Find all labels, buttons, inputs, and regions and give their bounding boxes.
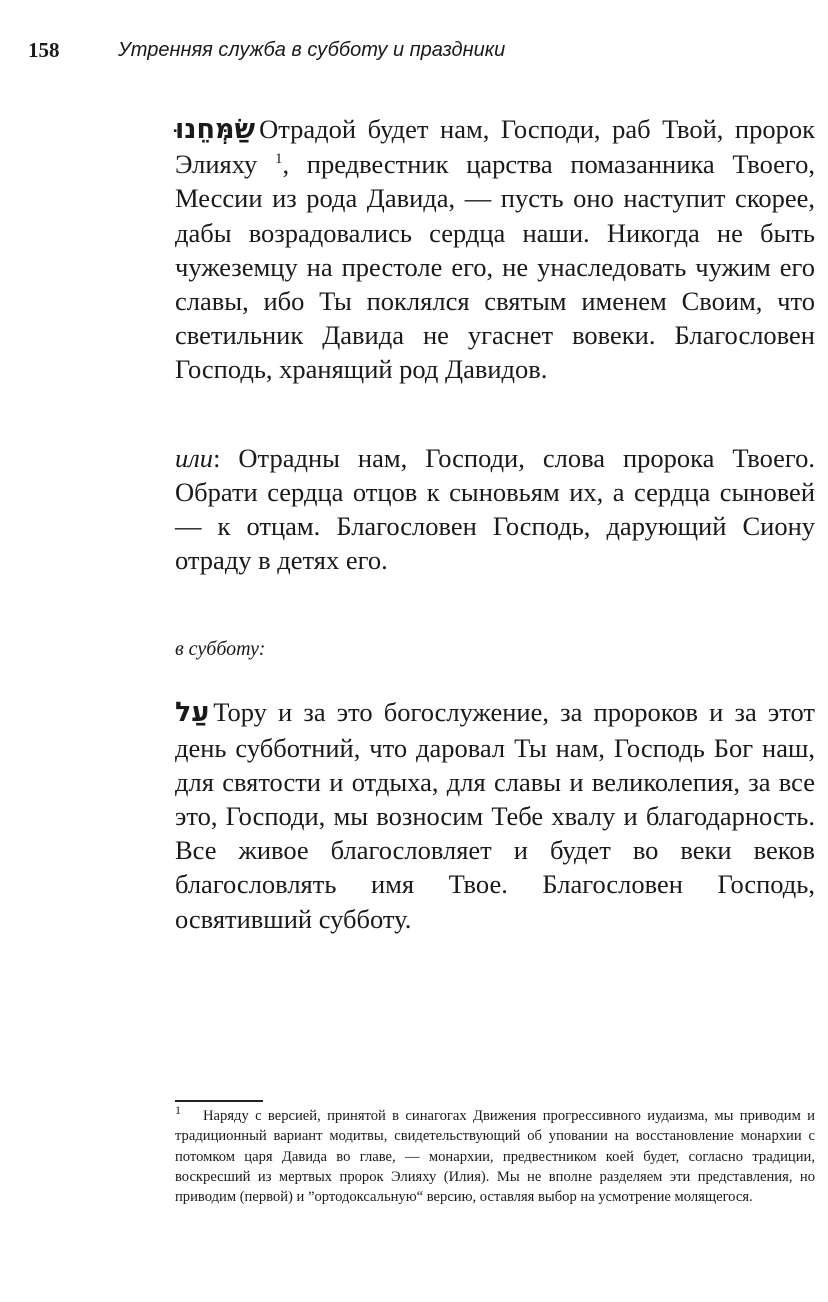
page-number: 158 bbox=[28, 38, 60, 62]
paragraph-text: Отрадой будет нам, Господи, раб Твой, пророк Элияху bbox=[175, 114, 815, 180]
footnote-reference[interactable]: 1 bbox=[274, 151, 283, 168]
page-header bbox=[28, 38, 808, 68]
footnote-divider bbox=[175, 1100, 263, 1102]
hebrew-initial-word: שַׂמְּחֵנוּ bbox=[175, 114, 256, 145]
hebrew-initial-word: עַל bbox=[175, 697, 210, 729]
section-label: в субботу: bbox=[175, 638, 266, 661]
paragraph-samchenu bbox=[175, 112, 815, 387]
paragraph-text-continued: , предвестник царства помазанника Твоего, Мессии из рода Давида, — пусть оно наступит скорее, дабы возрадовались сердца наши. Никогда не быть чужеземцу на престоле его, не унаследовать чужим его славы, ибо Ты поклялся святым именем Своим, что светильник Давида не угаснет вовеки. Благословен Господь, хранящий род Давидов. bbox=[175, 149, 815, 385]
paragraph-alternative bbox=[175, 441, 815, 578]
footnote: 1 Наряду с версией, принятой в синагогах Движения прогрессивного иудаизма, мы приводим и традиционный вариант модитвы, свидетельствующий об уповании на восстановление монархии с потомком царя Давида во главе, — монархии, предвестником коей будет, согласно традиции, воскресший из мертвых пророк Элияху (Илия). Мы не вполне разделяем эти представления, но приводим (первой) и ”ортодоксальную“ версию, оставляя выбор на усмотрение молящегося. bbox=[175, 1103, 815, 1206]
running-title: Утренняя служба в субботу и праздники bbox=[118, 39, 506, 61]
main-text bbox=[175, 112, 815, 936]
paragraph-text: Тору и за это богослужение, за пророков и за этот день субботний, что даровал Ты нам, Господь Бог наш, для святости и отдыха, для славы и великолепия, за все это, Господи, мы возносим Тебе хвалу и благодарность. Все живое благословляет и будет во веки веков благословлять имя Твое. Благословен Господь, освятивший субботу. bbox=[175, 697, 815, 934]
paragraph-text: : Отрадны нам, Господи, слова пророка Твоего. Обрати сердца отцов к сыновьям их, а сердца сыновей — к отцам. Благословен Господь, дарующий Сиону отраду в детях его. bbox=[175, 442, 815, 576]
alternative-lead: или bbox=[175, 442, 214, 473]
paragraph-al-hatorah bbox=[175, 695, 815, 935]
footnote-text: Наряду с версией, принятой в синагогах Движения прогрессивного иудаизма, мы приводим и традиционный вариант модитвы, свидетельствующий об уповании на восстановление монархии с потомком царя Давида во главе, — монархии, предвестником коей будет, согласно традиции, воскресший из мертвых пророк Элияху (Илия). Мы не вполне разделяем эти представления, но приводим (первой) и ”ортодоксальную“ версию, оставляя выбор на усмотрение молящегося. bbox=[175, 1108, 815, 1206]
